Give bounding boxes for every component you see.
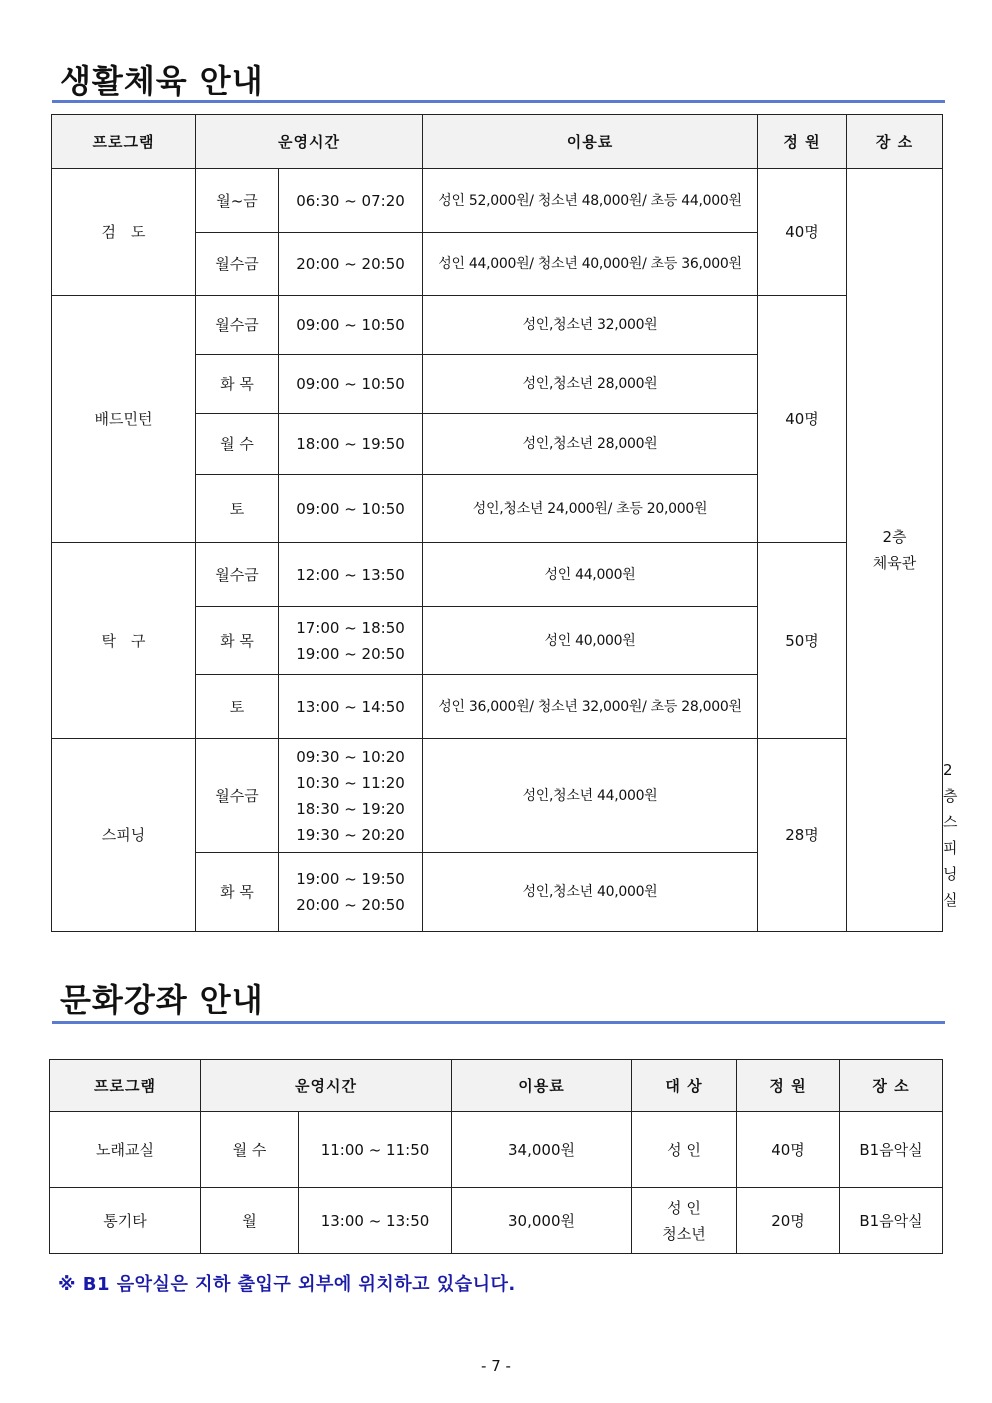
capacity-cell: 40명: [737, 1112, 840, 1188]
program-cell: 통기타: [50, 1188, 201, 1254]
program-badminton: 배드민턴: [52, 296, 196, 543]
header-time: 운영시간: [196, 115, 423, 169]
target-cell: [632, 1188, 737, 1254]
fee-cell: 성인,청소년 28,000원: [423, 414, 758, 475]
time-cell: [279, 607, 423, 675]
header-place: 장 소: [840, 1060, 943, 1112]
sports-section-title: 생활체육 안내: [60, 62, 264, 100]
sports-schedule-table: [51, 114, 958, 932]
days-cell: 월 수: [201, 1112, 299, 1188]
days-cell: 월 수: [196, 414, 279, 475]
time-line: 18:30 ~ 19:20: [296, 799, 405, 818]
capacity-spinning: 28명: [758, 739, 847, 932]
days-cell: 토: [196, 475, 279, 543]
culture-schedule-table: [49, 1059, 943, 1254]
table-row: [50, 1112, 943, 1188]
page-number: - 7 -: [481, 1357, 511, 1375]
fee-cell: 성인 52,000원/ 청소년 48,000원/ 초등 44,000원: [423, 169, 758, 233]
time-line: 17:00 ~ 18:50: [296, 618, 405, 637]
time-cell: 18:00 ~ 19:50: [279, 414, 423, 475]
time-cell: 06:30 ~ 07:20: [279, 169, 423, 233]
fee-cell: 성인,청소년 40,000원: [423, 853, 758, 932]
place-cell: B1음악실: [840, 1112, 943, 1188]
time-cell: 09:00 ~ 10:50: [279, 355, 423, 414]
program-spinning: 스피닝: [52, 739, 196, 932]
time-cell: 12:00 ~ 13:50: [279, 543, 423, 607]
header-capacity: 정 원: [758, 115, 847, 169]
location-note: ※ B1 음악실은 지하 출입구 외부에 위치하고 있습니다.: [58, 1274, 516, 1295]
header-program: 프로그램: [50, 1060, 201, 1112]
days-cell: 월수금: [196, 543, 279, 607]
header-time: 운영시간: [201, 1060, 452, 1112]
time-cell: [279, 853, 423, 932]
days-cell: 월수금: [196, 739, 279, 853]
header-capacity: 정 원: [737, 1060, 840, 1112]
capacity-pingpong: 50명: [758, 543, 847, 739]
place-gym: [847, 169, 943, 932]
table-row: [52, 169, 943, 233]
header-target: 대 상: [632, 1060, 737, 1112]
place-room: 체육관: [872, 554, 917, 572]
sports-header-row: [52, 115, 943, 169]
time-cell: 09:00 ~ 10:50: [279, 296, 423, 355]
table-row: [52, 543, 943, 607]
time-cell: 09:00 ~ 10:50: [279, 475, 423, 543]
time-line: 19:30 ~ 20:20: [296, 825, 405, 844]
time-cell: 13:00 ~ 14:50: [279, 675, 423, 739]
time-line: 10:30 ~ 11:20: [296, 773, 405, 792]
fee-cell: 성인 44,000원: [423, 543, 758, 607]
fee-cell: 성인,청소년 44,000원: [423, 739, 758, 853]
days-cell: 토: [196, 675, 279, 739]
header-place: 장 소: [847, 115, 943, 169]
table-row: [52, 296, 943, 355]
capacity-cell: 20명: [737, 1188, 840, 1254]
program-kendo: 검 도: [52, 169, 196, 296]
fee-cell: 성인,청소년 32,000원: [423, 296, 758, 355]
fee-cell: 30,000원: [452, 1188, 632, 1254]
time-cell: [279, 739, 423, 853]
culture-title-rule: [52, 1021, 945, 1024]
target-cell: 성 인: [632, 1112, 737, 1188]
days-cell: 화 목: [196, 355, 279, 414]
table-row: [50, 1188, 943, 1254]
days-cell: 월: [201, 1188, 299, 1254]
place-cell: B1음악실: [840, 1188, 943, 1254]
header-fee: 이용료: [423, 115, 758, 169]
target-line: 청소년: [662, 1224, 706, 1243]
place-floor: 2층: [882, 528, 907, 546]
fee-cell: 성인 40,000원: [423, 607, 758, 675]
program-pingpong: 탁 구: [52, 543, 196, 739]
days-cell: 월수금: [196, 296, 279, 355]
fee-cell: 성인 44,000원/ 청소년 40,000원/ 초등 36,000원: [423, 233, 758, 296]
header-program: 프로그램: [52, 115, 196, 169]
days-cell: 화 목: [196, 607, 279, 675]
time-line: 20:00 ~ 20:50: [296, 896, 405, 914]
capacity-kendo: 40명: [758, 169, 847, 296]
capacity-badminton: 40명: [758, 296, 847, 543]
days-cell: 월~금: [196, 169, 279, 233]
time-line: 19:00 ~ 20:50: [296, 644, 405, 663]
culture-section-title: 문화강좌 안내: [60, 981, 264, 1019]
header-fee: 이용료: [452, 1060, 632, 1112]
culture-header-row: [50, 1060, 943, 1112]
time-line: 09:30 ~ 10:20: [296, 747, 405, 766]
days-cell: 화 목: [196, 853, 279, 932]
days-cell: 월수금: [196, 233, 279, 296]
fee-cell: 성인 36,000원/ 청소년 32,000원/ 초등 28,000원: [423, 675, 758, 739]
time-cell: 11:00 ~ 11:50: [299, 1112, 452, 1188]
time-cell: 20:00 ~ 20:50: [279, 233, 423, 296]
time-cell: 13:00 ~ 13:50: [299, 1188, 452, 1254]
time-line: 19:00 ~ 19:50: [296, 870, 405, 888]
fee-cell: 34,000원: [452, 1112, 632, 1188]
target-line: 성 인: [667, 1198, 701, 1217]
table-row: 스피닝 월수금 09:30 ~ 10:20 10:30 ~ 11:20 18:30 ~ 19:20 19:30 ~ 20:20 성인,청소년 44,000원 28명 2층 스피닝실: [52, 739, 943, 853]
sports-title-rule: [52, 100, 945, 103]
fee-cell: 성인,청소년 28,000원: [423, 355, 758, 414]
fee-cell: 성인,청소년 24,000원/ 초등 20,000원: [423, 475, 758, 543]
program-cell: 노래교실: [50, 1112, 201, 1188]
